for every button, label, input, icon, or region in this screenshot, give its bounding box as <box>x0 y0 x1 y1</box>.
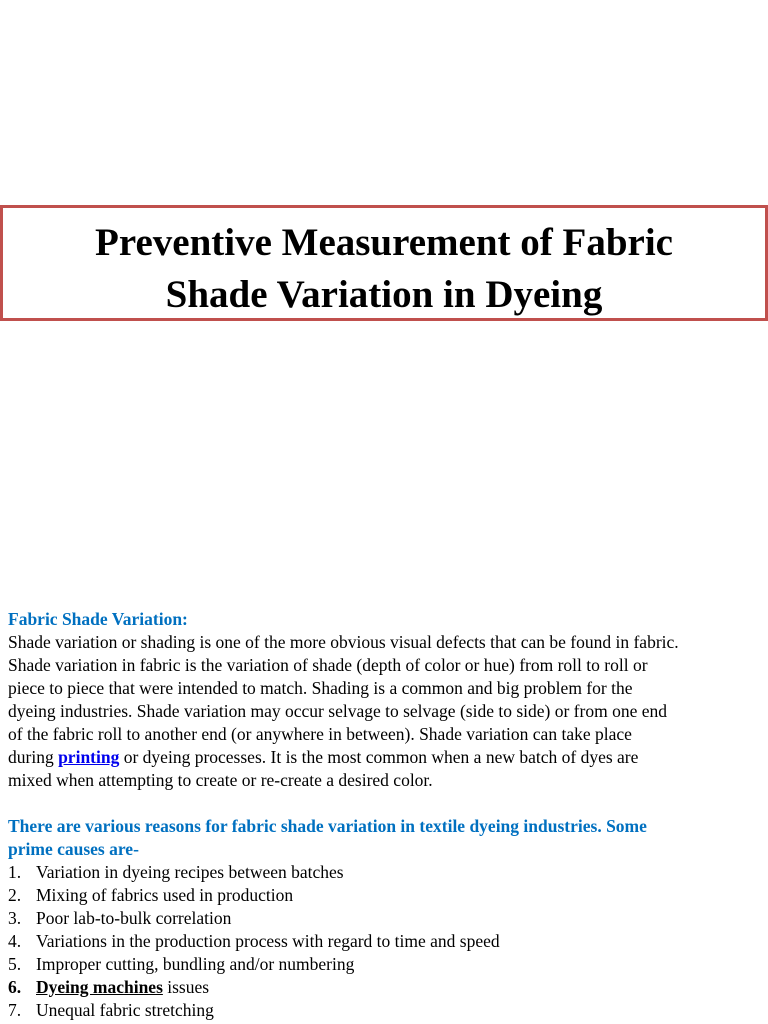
dyeing-machines-link[interactable]: Dyeing machines <box>36 977 163 997</box>
list-item-text: Improper cutting, bundling and/or numbering <box>36 954 355 974</box>
paragraph-line-6 <box>8 746 763 769</box>
list-item <box>8 953 763 976</box>
paragraph-line-1: Shade variation or shading is one of the more obvious visual defects that can be found in fabric. <box>8 632 679 652</box>
list-item-number: 4. <box>8 931 22 951</box>
paragraph-gap <box>8 792 763 815</box>
list-item <box>8 907 763 930</box>
paragraph-line-6-end: or dyeing processes. It is the most common when a new batch of dyes are <box>119 747 639 767</box>
list-item-text: Variation in dyeing recipes between batches <box>36 862 344 882</box>
list-item <box>8 999 763 1022</box>
list-item-number: 6. <box>8 977 22 997</box>
title-box <box>0 205 768 321</box>
list-item-number: 3. <box>8 908 22 928</box>
section-heading-causes-line-1: There are various reasons for fabric shade variation in textile dyeing industries. Some <box>8 816 647 836</box>
list-item-text: issues <box>162 977 210 997</box>
section-heading-fabric-shade-variation: Fabric Shade Variation: <box>8 609 188 629</box>
list-item-text: Mixing of fabrics used in production <box>36 885 294 905</box>
paragraph-line-2: Shade variation in fabric is the variation of shade (depth of color or hue) from roll to roll or <box>8 655 648 675</box>
list-item <box>8 884 763 907</box>
list-item-number: 2. <box>8 885 22 905</box>
causes-list <box>8 861 763 1022</box>
page-title-line-1: Preventive Measurement of Fabric <box>95 221 673 264</box>
paragraph-line-7: mixed when attempting to create or re-create a desired color. <box>8 770 433 790</box>
page-title-line-2: Shade Variation in Dyeing <box>165 273 603 316</box>
list-item <box>8 930 763 953</box>
printing-link[interactable]: printing <box>58 747 120 767</box>
paragraph-line-4: dyeing industries. Shade variation may occur selvage to selvage (side to side) or from one end <box>8 701 667 721</box>
list-item-number: 5. <box>8 954 22 974</box>
list-item-text: Poor lab-to-bulk correlation <box>36 908 232 928</box>
list-item-text: Variations in the production process with regard to time and speed <box>36 931 500 951</box>
list-item-text: Unequal fabric stretching <box>36 1000 214 1020</box>
document-body <box>8 608 763 1022</box>
list-item <box>8 976 763 999</box>
paragraph-line-5: of the fabric roll to another end (or anywhere in between). Shade variation can take place <box>8 724 632 744</box>
section-heading-causes-line-2: prime causes are- <box>8 839 139 859</box>
list-item <box>8 861 763 884</box>
list-item-number: 1. <box>8 862 22 882</box>
paragraph-line-6-start: during <box>8 747 59 767</box>
list-item-number: 7. <box>8 1000 22 1020</box>
paragraph-line-3: piece to piece that were intended to match. Shading is a common and big problem for the <box>8 678 633 698</box>
